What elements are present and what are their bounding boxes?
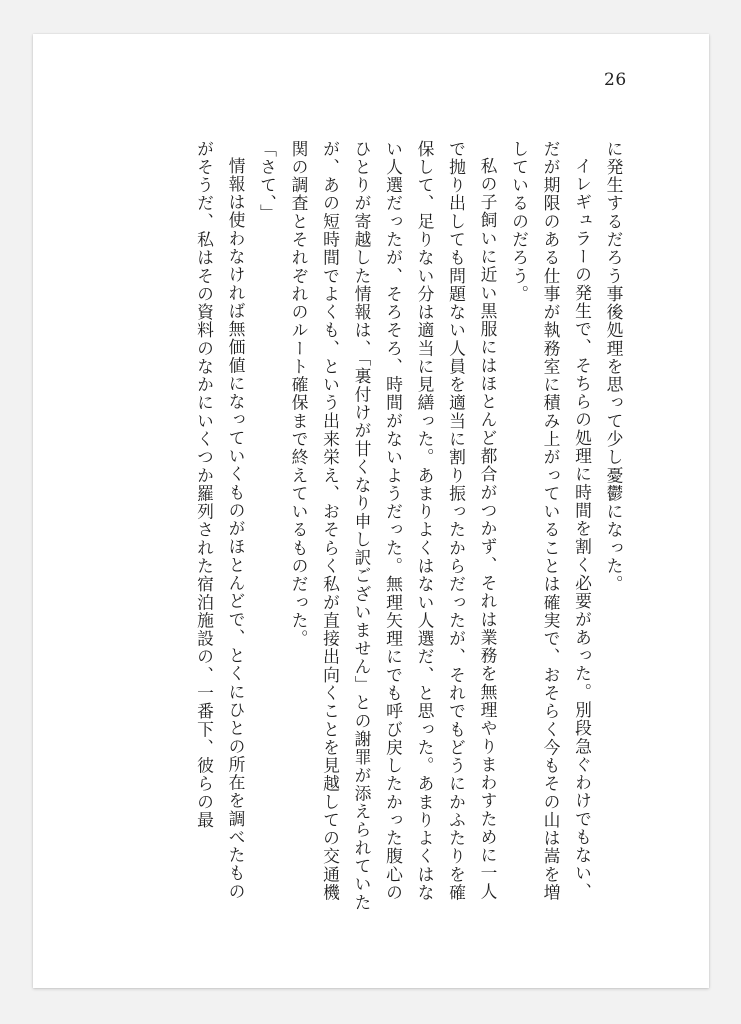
paragraph-1: に発生するだろう事後処理を思って少し憂鬱になった。	[604, 140, 624, 594]
paragraph-3: 私の子飼いに近い黒服にはほとんど都合がつかず、それは業務を無理やりまわすために一人で抛り出しても問題ない人員を適当に割り振ったからだったが、それでもどうにかふたりを確保して、足りない分は適当に見繕った。あまりよくはない人選だ、と思った。あまりよくはない人選だったが、そろそろ、時間がないようだった。無理矢理にでも呼び戻したかった腹心のひとりが寄越した情報は、「裏付けが甘くなり申し訳ございません」との謝罪が添えられていたが、あの短時間でよくも、という出来栄え、おそらく私が直接出向くことを見越しての交通機関の調査とそれぞれのルート確保まで終えているものだった。	[289, 140, 498, 912]
paragraph-5: 情報は使わなければ無価値になっていくものがほとんどで、とくにひとの所在を調べたものがそうだ、私はその資料のなかにいくつか羅列された宿泊施設の、一番下、彼らの最	[194, 140, 246, 901]
paragraph-dialogue: 「さて、」	[257, 140, 278, 223]
book-page	[33, 34, 709, 988]
page-number: 26	[604, 70, 627, 90]
vertical-body-text	[139, 140, 629, 916]
paragraph-2: イレギュラーの発生で、そちらの処理に時間を割く必要があった。別段急ぐわけでもない、だが期限のある仕事が執務室に積み上がっていることは確実で、おそらく今もその山は嵩を増しているのだろう。	[509, 140, 593, 902]
